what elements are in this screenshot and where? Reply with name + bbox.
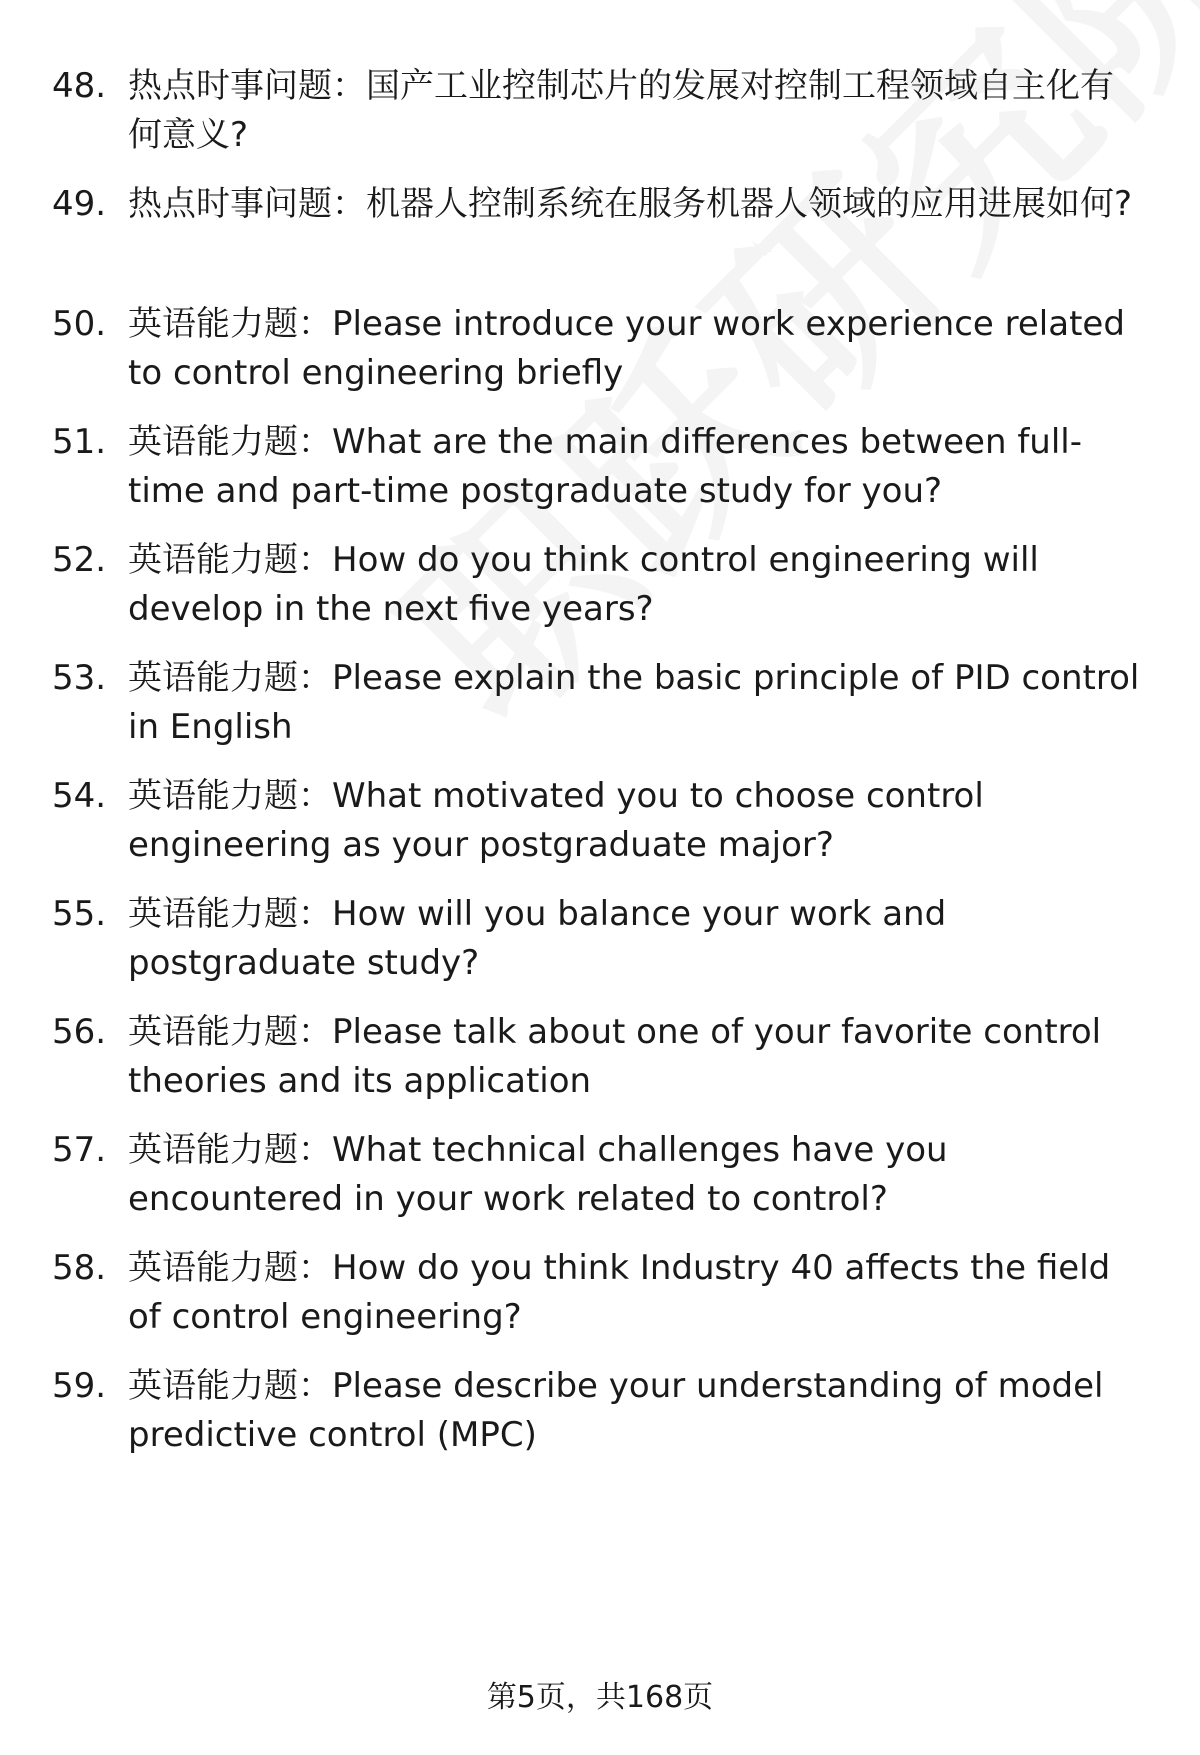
question-text: 英语能力题：Please describe your understanding of model predictive control (MPC) (128, 1366, 1104, 1455)
question-number: 49. (52, 184, 107, 224)
question-text: 英语能力题：How do you think Industry 40 affects the field of control engineering? (128, 1248, 1111, 1337)
question-text: 英语能力题：How will you balance your work and postgraduate study? (128, 894, 947, 983)
question-text: 热点时事问题：国产工业控制芯片的发展对控制工程领域自主化有何意义? (128, 66, 1114, 155)
page-footer (0, 1678, 1200, 1718)
question-number: 50. (52, 304, 107, 344)
question-number: 58. (52, 1248, 107, 1288)
question-number: 52. (52, 540, 107, 580)
question-number: 59. (52, 1366, 107, 1406)
question-number: 57. (52, 1130, 107, 1170)
question-text: 热点时事问题：机器人控制系统在服务机器人领域的应用进展如何? (128, 184, 1133, 224)
question-text: 英语能力题：Please talk about one of your favorite control theories and its application (128, 1012, 1102, 1101)
question-number: 54. (52, 776, 107, 816)
question-text: 英语能力题：How do you think control engineering will develop in the next five years? (128, 540, 1039, 629)
question-text: 英语能力题：Please introduce your work experience related to control engineering briefly (128, 304, 1125, 393)
question-number: 53. (52, 658, 107, 698)
question-number: 55. (52, 894, 107, 934)
question-number: 56. (52, 1012, 107, 1052)
question-text: 英语能力题：What motivated you to choose control engineering as your postgraduate major? (128, 776, 984, 865)
page-number-label: 第5页，共168页 (486, 1680, 714, 1715)
question-number: 51. (52, 422, 107, 462)
question-text: 英语能力题：Please explain the basic principle of PID control in English (128, 658, 1140, 747)
question-number: 48. (52, 66, 107, 106)
question-text: 英语能力题：What are the main differences between full-time and part-time postgraduate study for you? (128, 422, 1083, 511)
question-text: 英语能力题：What technical challenges have you encountered in your work related to control? (128, 1130, 948, 1219)
